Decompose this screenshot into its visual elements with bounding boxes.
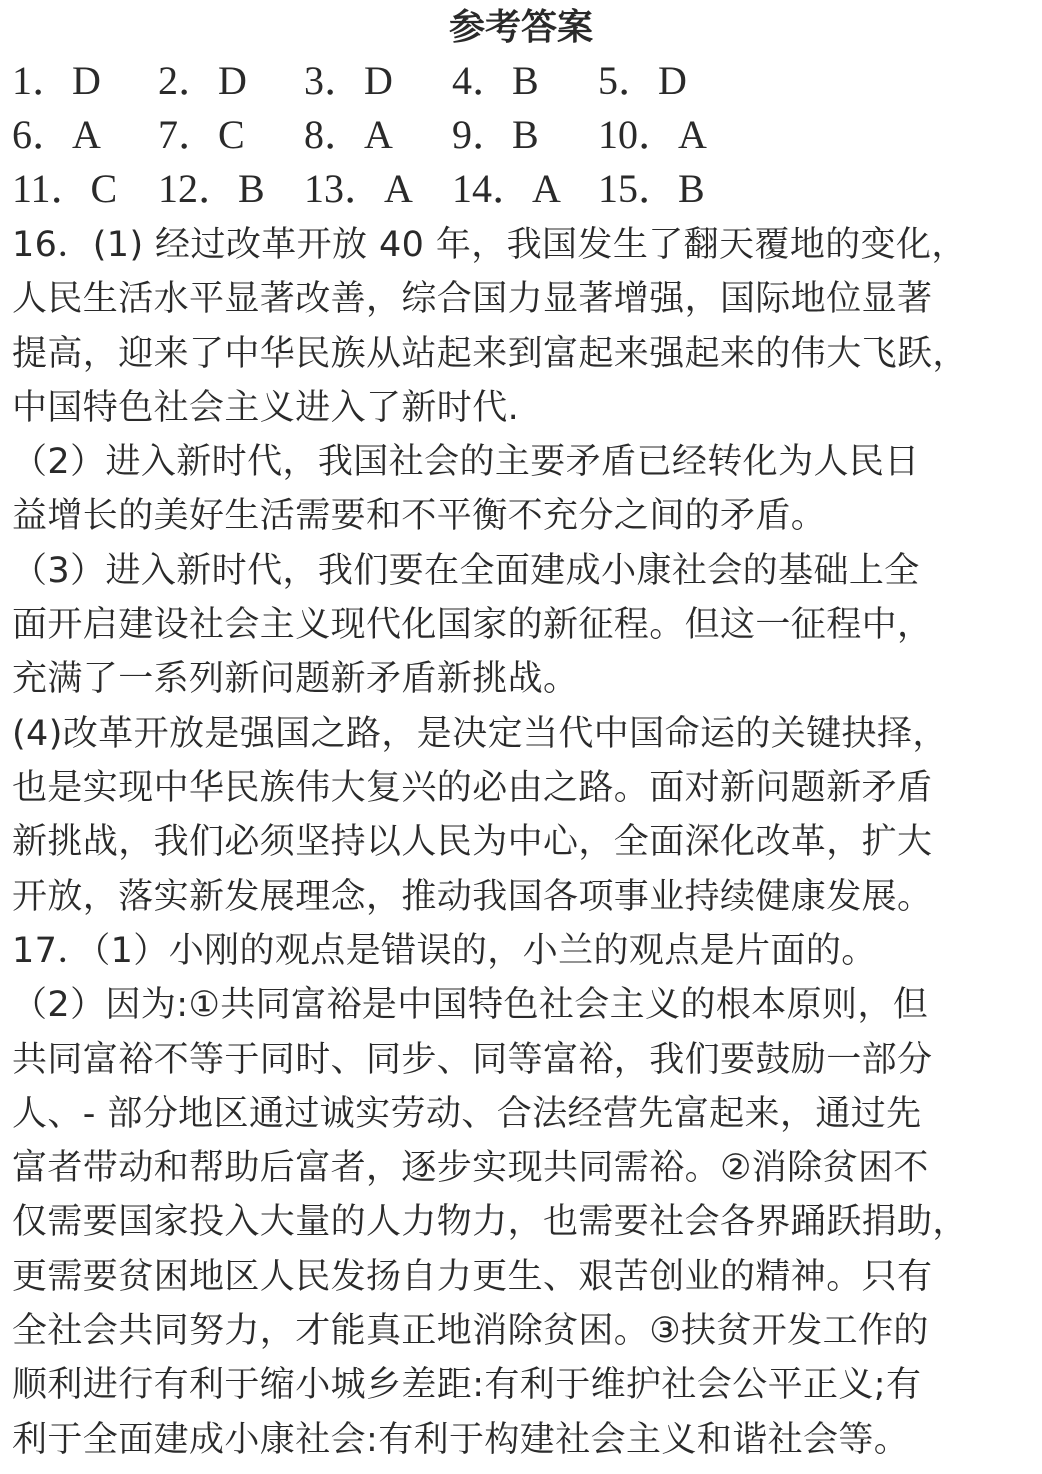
answer-line: 17．（1）小刚的观点是错误的，小兰的观点是片面的。 (12, 931, 877, 971)
answer-line: （2）进入新时代，我国社会的主要矛盾已经转化为人民日 (12, 442, 920, 483)
choice-answer: 9．B (452, 112, 539, 157)
answer-line: 充满了一系列新问题新矛盾新挑战。 (12, 659, 579, 700)
choice-answer: 1．D (12, 58, 101, 103)
answer-line: 共同富裕不等于同时、同步、同等富裕，我们要鼓励一部分 (12, 1039, 933, 1080)
answer-line: 利于全面建成小康社会:有利于构建社会主义和谐社会等。 (12, 1419, 910, 1460)
choice-answer: 13．A (304, 166, 413, 211)
answer-line: 中国特色社会主义进入了新时代. (12, 387, 520, 428)
answer-line: 面开启建设社会主义现代化国家的新征程。但这一征程中， (12, 605, 933, 646)
answer-17 (12, 924, 1034, 1467)
answer-line: 人民生活水平显著改善，综合国力显著增强，国际地位显著 (12, 279, 933, 320)
answer-line: (4)改革开放是强国之路，是决定当代中国命运的关键抉择， (12, 713, 948, 754)
choice-answer: 12．B (158, 166, 265, 211)
choice-answer: 2．D (158, 58, 247, 103)
answer-line: （3）进入新时代，我们要在全面建成小康社会的基础上全 (12, 550, 920, 591)
choice-answer: 7．C (158, 112, 245, 157)
answer-line: （2）因为:①共同富裕是中国特色社会主义的根本原则，但 (12, 985, 929, 1026)
answer-line: 更需要贫困地区人民发扬自力更生、艰苦创业的精神。只有 (12, 1256, 933, 1297)
choice-answer: 8．A (304, 112, 393, 157)
choice-answer: 10．A (598, 112, 707, 157)
choice-answer: 4．B (452, 58, 539, 103)
answer-line: 顺利进行有利于缩小城乡差距:有利于维护社会公平正义;有 (12, 1365, 922, 1406)
choice-answer: 5．D (598, 58, 687, 103)
answer-line: 也是实现中华民族伟大复兴的必由之路。面对新问题新矛盾 (12, 767, 933, 808)
answer-line: 益增长的美好生活需要和不平衡不充分之间的矛盾。 (12, 496, 827, 537)
answer-line: 提高，迎来了中华民族从站起来到富起来强起来的伟大飞跃， (12, 333, 968, 374)
choice-answer: 11．C (12, 166, 118, 211)
answer-line: 全社会共同努力，才能真正地消除贫困。③扶贫开发工作的 (12, 1311, 929, 1352)
answer-line: 仅需要国家投入大量的人力物力，也需要社会各界踊跃捐助， (12, 1202, 968, 1243)
choice-answer: 3．D (304, 58, 393, 103)
choice-answer: 14．A (452, 166, 561, 211)
choice-answer: 15．B (598, 166, 705, 211)
answer-line: 人、- 部分地区通过诚实劳动、合法经营先富起来，通过先 (12, 1093, 922, 1134)
answer-line: 富者带动和帮助后富者，逐步实现共同需裕。②消除贫困不 (12, 1148, 929, 1189)
page-title: 参考答案 (448, 7, 593, 48)
answer-16 (12, 218, 1034, 924)
answer-line: 开放，落实新发展理念，推动我国各项事业持续健康发展。 (12, 876, 933, 917)
choice-answer: 6．A (12, 112, 101, 157)
answer-line: 16．(1) 经过改革开放 40 年，我国发生了翻天覆地的变化， (12, 225, 967, 265)
answer-line: 新挑战，我们必须坚持以人民为中心，全面深化改革，扩大 (12, 822, 933, 863)
